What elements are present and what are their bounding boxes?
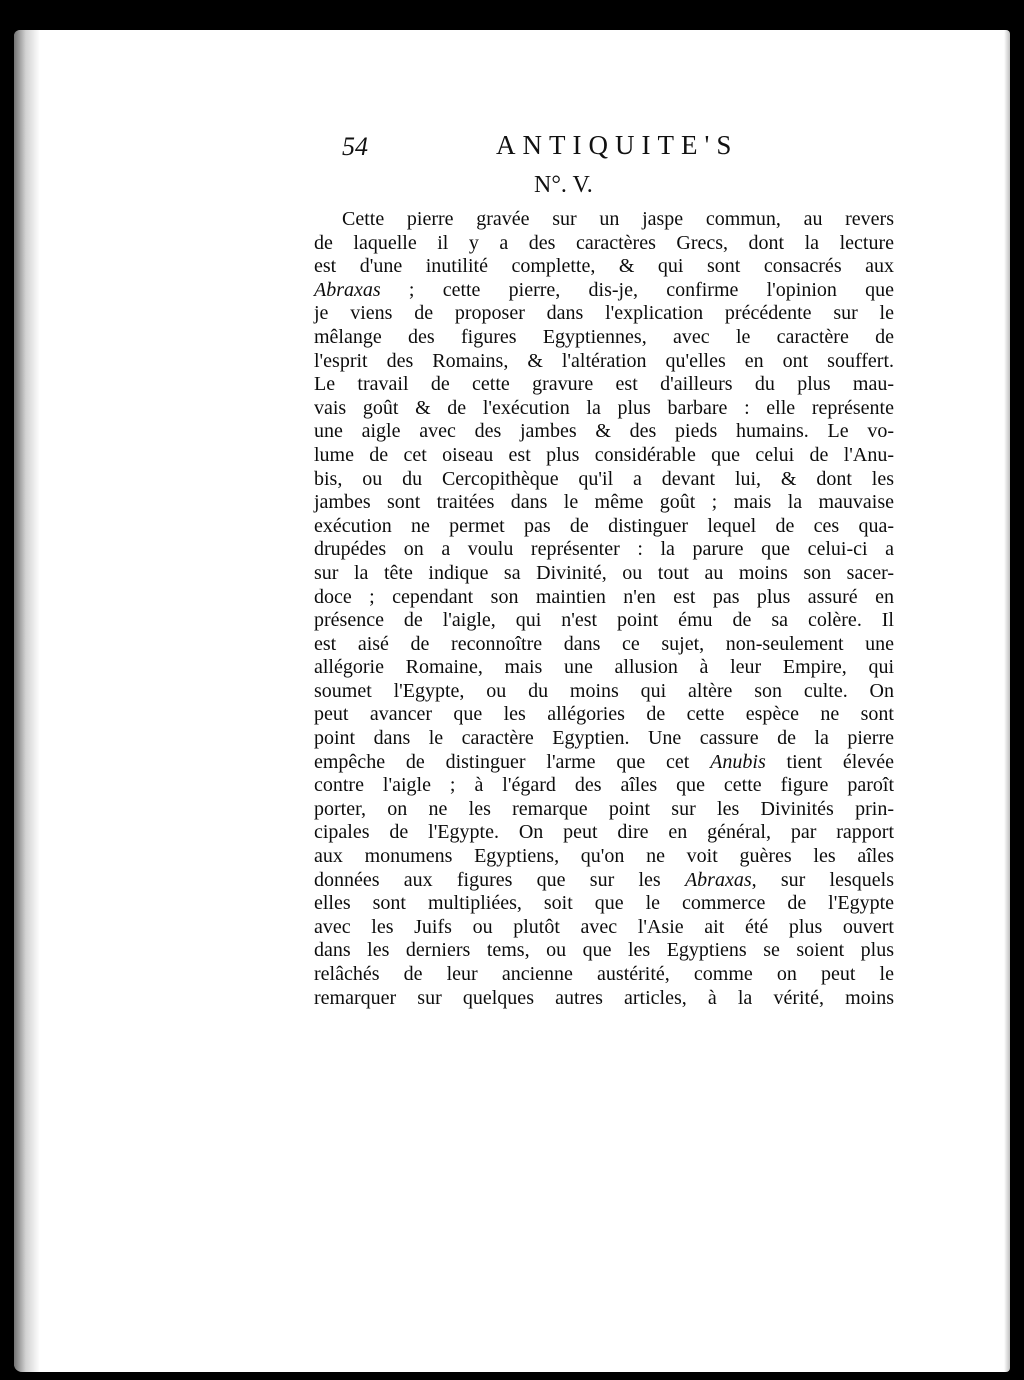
text-line: doce ; cependant son maintien n'en est pas plus assuré en [314,585,894,608]
text-line: vais goût & de l'exécution la plus barbare : elle représente [314,396,894,419]
text-line: je viens de proposer dans l'explication précédente sur le [314,302,894,325]
running-title: ANTIQUITE'S [496,130,739,160]
text-line: est aisé de reconnoître dans ce sujet, non-seulement une [314,632,894,655]
text-line: elles sont multipliées, soit que le commerce de l'Egypte [314,892,894,915]
section-number: N°. V. [534,172,593,198]
text-line: aux monumens Egyptiens, qu'on ne voit guères les aîles [314,845,894,868]
text-line: l'esprit des Romains, & l'altération qu'elles en ont souffert. [314,349,894,372]
text-line: données aux figures que sur les Abraxas, sur lesquels [314,868,894,891]
text-line: Abraxas ; cette pierre, dis-je, confirme l'opinion que [314,278,894,301]
text-line: cipales de l'Egypte. On peut dire en général, par rapport [314,821,894,844]
text-line: point dans le caractère Egyptien. Une cassure de la pierre [314,727,894,750]
page-header [342,128,912,168]
text-line: dans les derniers tems, ou que les Egyptiens se soient plus [314,939,894,962]
text-line: exécution ne permet pas de distinguer lequel de ces qua- [314,514,894,537]
body-text [314,208,894,1010]
text-line: mêlange des figures Egyptiennes, avec le caractère de [314,325,894,348]
page-number: 54 [342,132,368,161]
text-line: soumet l'Egypte, ou du moins qui altère son culte. On [314,679,894,702]
text-line: peut avancer que les allégories de cette espèce ne sont [314,703,894,726]
text-line: lume de cet oiseau est plus considérable que celui de l'Anu- [314,443,894,466]
text-line: drupédes on a voulu représenter : la parure que celui-ci a [314,538,894,561]
text-line: remarquer sur quelques autres articles, à la vérité, moins [314,986,894,1009]
text-line: de laquelle il y a des caractères Grecs, dont la lecture [314,231,894,254]
text-line: contre l'aigle ; à l'égard des aîles que cette figure paroît [314,774,894,797]
text-line: est d'une inutilité complette, & qui sont consacrés aux [314,255,894,278]
text-line: jambes sont traitées dans le même goût ; mais la mauvaise [314,491,894,514]
text-line: relâchés de leur ancienne austérité, comme on peut le [314,963,894,985]
text-line: sur la tête indique sa Divinité, ou tout au moins son sacer- [314,561,894,584]
text-line: avec les Juifs ou plutôt avec l'Asie ait été plus ouvert [314,915,894,938]
text-line: présence de l'aigle, qui n'est point ému de sa colère. Il [314,609,894,632]
text-line: bis, ou du Cercopithèque qu'il a devant lui, & dont les [314,467,894,490]
text-line: Cette pierre gravée sur un jaspe commun, au revers [342,208,894,230]
text-line: empêche de distinguer l'arme que cet Anubis tient élevée [314,750,894,773]
text-line: une aigle avec des jambes & des pieds humains. Le vo- [314,420,894,443]
text-line: allégorie Romaine, mais une allusion à leur Empire, qui [314,656,894,679]
text-line: Le travail de cette gravure est d'ailleurs du plus mau- [314,373,894,396]
text-line: porter, on ne les remarque point sur les Divinités prin- [314,797,894,820]
